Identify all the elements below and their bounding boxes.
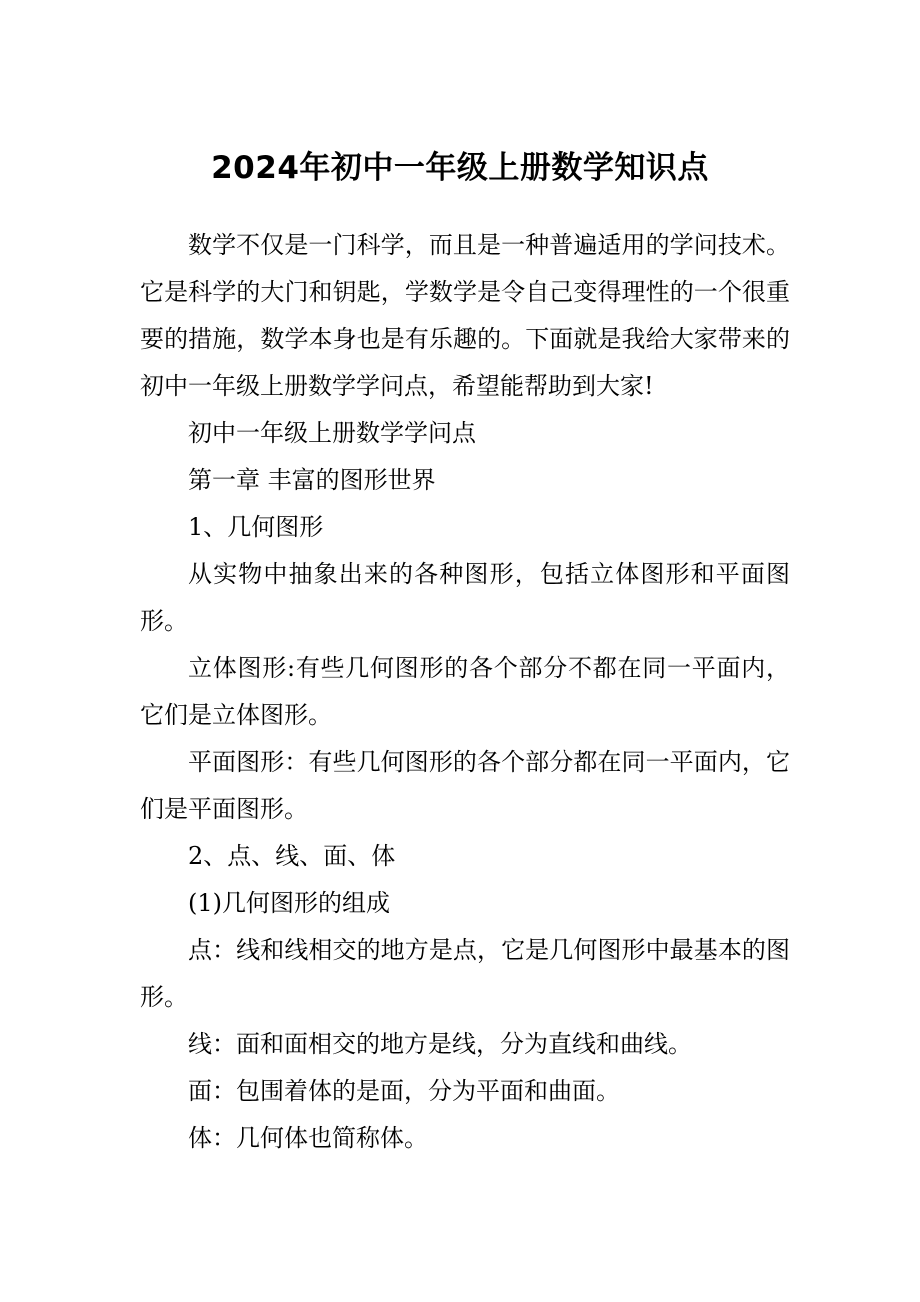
paragraph-surface-definition: 面：包围着体的是面，分为平面和曲面。	[188, 1077, 620, 1105]
document-body	[140, 222, 790, 1162]
document-title: 2024年初中一年级上册数学知识点	[211, 150, 709, 186]
paragraph-section-point-line-surface-solid: 2、点、线、面、体	[188, 842, 396, 870]
paragraph-chapter-heading: 第一章 丰富的图形世界	[188, 466, 436, 494]
paragraph-plane-figures: 平面图形：有些几何图形的各个部分都在同一平面内，它们是平面图形。	[140, 748, 790, 823]
paragraph-section-geometric-figures: 1、几何图形	[188, 513, 324, 541]
paragraph-heading-knowledge-points: 初中一年级上册数学学问点	[188, 419, 476, 447]
paragraph-intro: 数学不仅是一门科学，而且是一种普遍适用的学问技术。它是科学的大门和钥匙，学数学是令自己变得理性的一个很重要的措施，数学本身也是有乐趣的。下面就是我给大家带来的初中一年级上册数学学问点，希望能帮助到大家!	[140, 231, 790, 400]
paragraph-point-definition: 点：线和线相交的地方是点，它是几何图形中最基本的图形。	[140, 936, 790, 1011]
paragraph-solid-figures: 立体图形:有些几何图形的各个部分不都在同一平面内，它们是立体图形。	[140, 654, 790, 729]
paragraph-subsection-composition: (1)几何图形的组成	[188, 889, 390, 917]
paragraph-line-definition: 线：面和面相交的地方是线，分为直线和曲线。	[188, 1030, 692, 1058]
paragraph-solid-definition: 体：几何体也简称体。	[188, 1124, 428, 1152]
paragraph-geometric-figures-definition: 从实物中抽象出来的各种图形，包括立体图形和平面图形。	[140, 560, 790, 635]
